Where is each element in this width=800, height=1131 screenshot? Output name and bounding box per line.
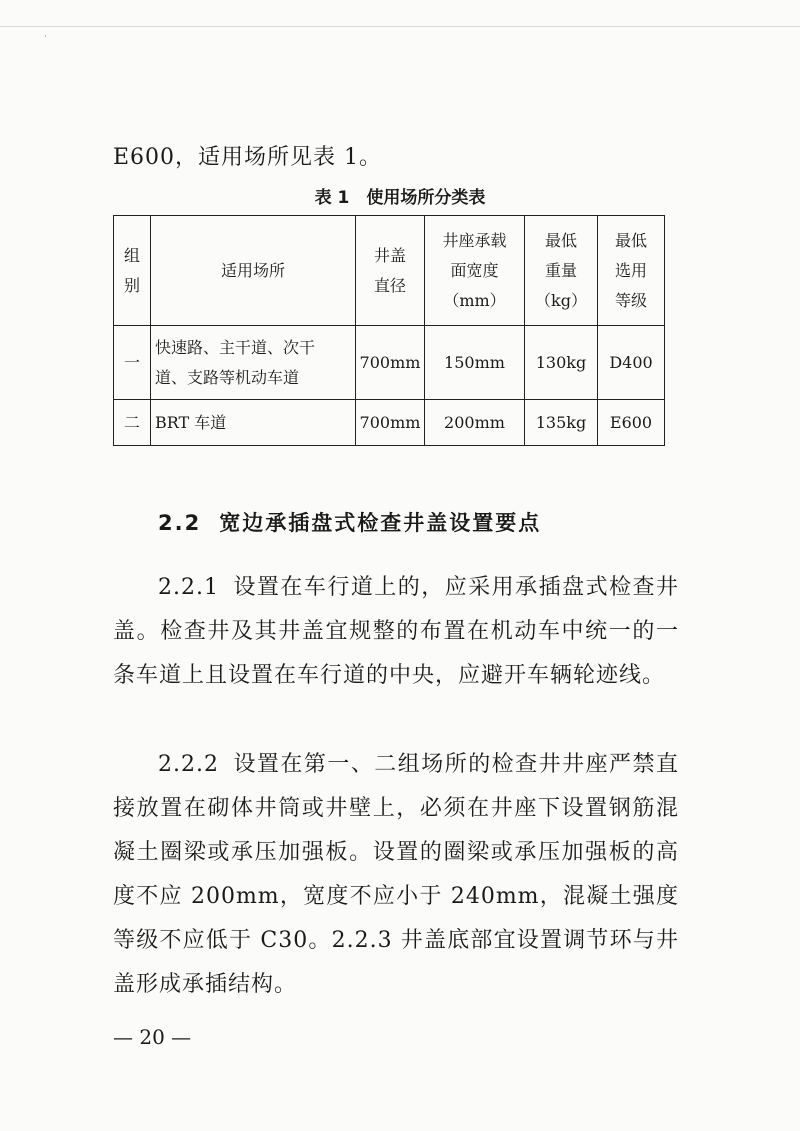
header-group-line: 别	[123, 275, 140, 295]
header-grade-line: 最低	[614, 230, 647, 250]
header-weight-line: 最低	[544, 230, 577, 250]
paragraph	[113, 566, 679, 698]
section-number: 2.2	[158, 511, 202, 535]
usage-classification-table	[113, 215, 665, 446]
cell-diameter: 700mm	[356, 400, 425, 446]
header-grade-line: 选用	[614, 260, 647, 280]
cell-grade: E600	[598, 400, 665, 446]
table-header-row	[114, 216, 665, 326]
paragraph-number: 2.2.2	[158, 752, 219, 777]
cell-place: BRT 车道	[151, 400, 356, 446]
header-group-line: 组	[123, 245, 140, 265]
header-diameter	[356, 216, 425, 326]
header-width	[425, 216, 525, 326]
cell-width: 150mm	[425, 326, 525, 400]
cell-weight: 135kg	[525, 400, 598, 446]
paragraph-text: 设置在第一、二组场所的检查井井座严禁直接放置在砌体井筒或井壁上，必须在井座下设置钢筋混凝土圈梁或承压加强板。设置的圈梁或承压加强板的高度不应 200mm，宽度不应小于 240mm，混凝土强度等级不应低于 C30。2.2.3 井盖底部宜设置调节环与井盖形成承插结构。	[113, 752, 679, 997]
header-grade	[598, 216, 665, 326]
header-weight-line: 重量	[544, 260, 577, 280]
cell-group: 一	[114, 326, 151, 400]
table-row	[114, 400, 665, 446]
header-place: 适用场所	[151, 216, 356, 326]
table-row	[114, 326, 665, 400]
header-diameter-line: 直径	[373, 275, 406, 295]
cell-place	[151, 326, 356, 400]
page-number: — 20 —	[113, 1025, 192, 1049]
header-diameter-line: 井盖	[373, 245, 406, 265]
header-width-line: （mm）	[443, 290, 506, 310]
table-caption: 表 1 使用场所分类表	[314, 188, 486, 208]
cell-diameter: 700mm	[356, 326, 425, 400]
cell-place-line: 道、支路等机动车道	[155, 367, 300, 387]
section-title: 宽边承插盘式检查井盖设置要点	[219, 511, 542, 535]
cell-grade: D400	[598, 326, 665, 400]
cell-group: 二	[114, 400, 151, 446]
header-weight	[525, 216, 598, 326]
cell-width: 200mm	[425, 400, 525, 446]
header-weight-line: （kg）	[535, 290, 587, 310]
cell-weight: 130kg	[525, 326, 598, 400]
paragraph-number: 2.2.1	[158, 575, 219, 600]
section-heading	[158, 507, 541, 537]
cell-place-line: 快速路、主干道、次干	[155, 337, 316, 357]
intro-text: E600，适用场所见表 1。	[113, 145, 383, 170]
header-width-line: 井座承载	[442, 230, 507, 250]
header-group	[114, 216, 151, 326]
header-width-line: 面宽度	[450, 260, 499, 280]
scan-top-edge	[0, 26, 800, 27]
scan-mark: ·	[44, 32, 47, 42]
paragraph	[113, 743, 679, 1007]
header-grade-line: 等级	[614, 290, 647, 310]
paragraph-text: 设置在车行道上的，应采用承插盘式检查井盖。检查井及其井盖宜规整的布置在机动车中统一的一条车道上且设置在车行道的中央，应避开车辆轮迹线。	[113, 575, 679, 688]
